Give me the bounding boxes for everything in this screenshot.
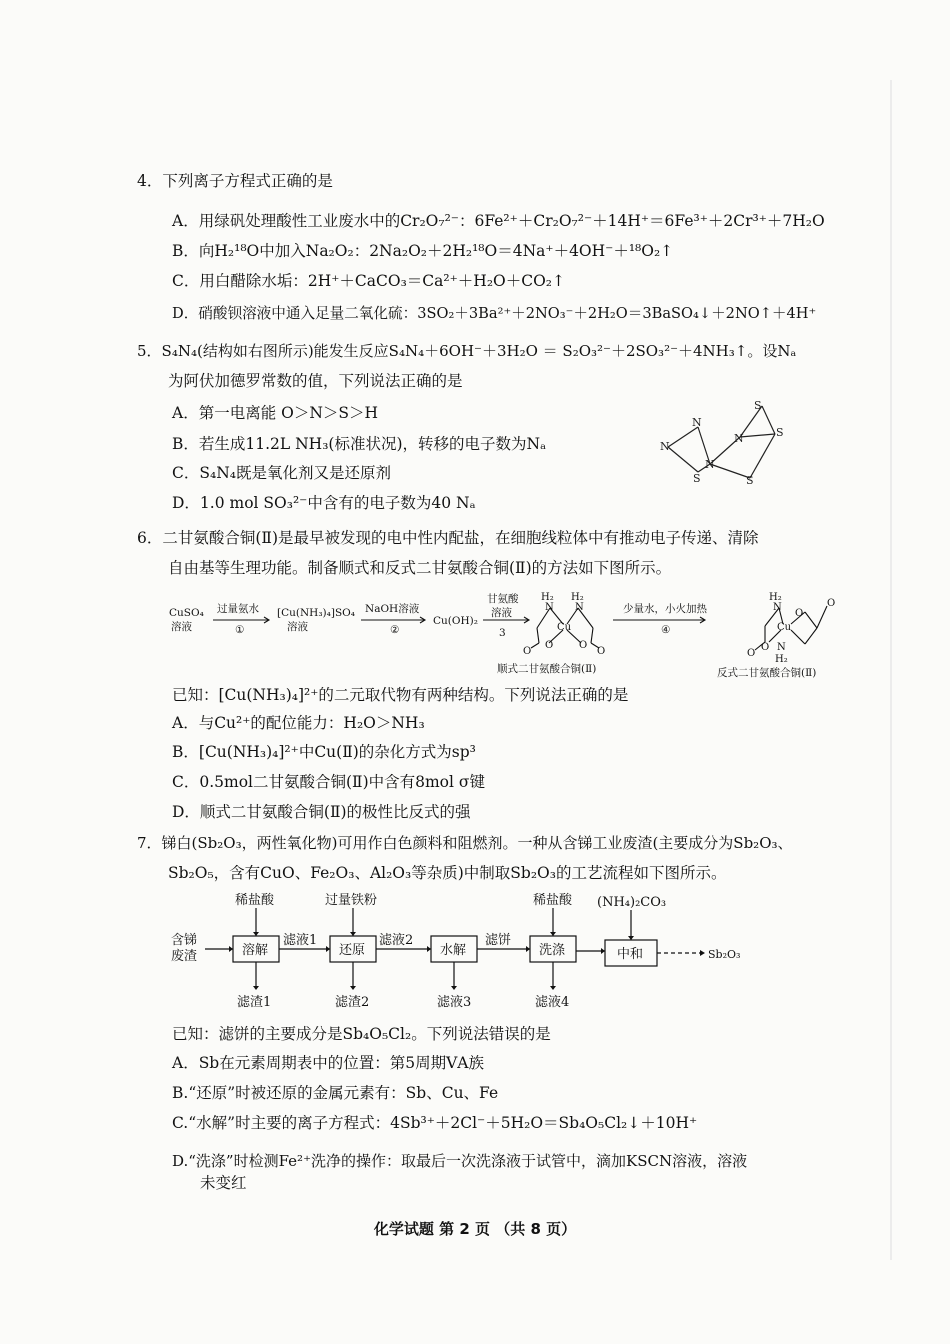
flow-box2-label: 还原 — [339, 943, 366, 958]
scheme-start-1: CuSO₄ — [169, 607, 204, 619]
flow-reagent-4: (NH₄)₂CO₃ — [597, 895, 667, 910]
q7-option-c: C.“水解”时主要的离子方程式：4Sb³⁺＋2Cl⁻＋5H₂O＝Sb₄O₅Cl₂↓＋10H⁺ — [172, 1114, 698, 1132]
q6-option-a: A．与Cu²⁺的配位能力：H₂O＞NH₃ — [172, 714, 425, 732]
q5-option-c: C．S₄N₄既是氧化剂又是还原剂 — [172, 464, 391, 482]
struct-atom-8: N — [660, 440, 670, 453]
q6-known: 已知：[Cu(NH₃)₄]²⁺的二元取代物有两种结构。下列说法正确的是 — [172, 686, 629, 704]
q5-option-b: B．若生成11.2L NH₃(标准状况)，转移的电子数为Nₐ — [172, 435, 547, 453]
cis-h2-1: H₂ — [541, 592, 554, 603]
q7-process-flow — [165, 888, 765, 1018]
q4-option-a: A．用绿矾处理酸性工业废水中的Cr₂O₇²⁻：6Fe²⁺＋Cr₂O₇²⁻＋14H⁺＝6Fe³⁺＋2Cr³⁺＋7H₂O — [172, 212, 825, 230]
trans-o-3: O — [761, 642, 770, 653]
struct-atom-1: S — [754, 399, 762, 412]
q6-option-d: D．顺式二甘氨酸合铜(Ⅱ)的极性比反式的强 — [172, 803, 471, 821]
trans-h2-1: H₂ — [769, 592, 782, 603]
flow-reagent-2: 过量铁粉 — [325, 893, 378, 908]
cis-n-1: N — [545, 602, 554, 613]
trans-n-2: N — [777, 642, 786, 653]
page-edge-shadow — [890, 80, 892, 1260]
scheme-int2: Cu(OH)₂ — [433, 615, 478, 627]
q7-option-b: B.“还原”时被还原的金属元素有：Sb、Cu、Fe — [172, 1084, 499, 1102]
trans-h2-2: H₂ — [775, 654, 788, 665]
scheme-cis-label: 顺式二甘氨酸合铜(Ⅱ) — [497, 663, 597, 675]
trans-o-4: O — [747, 648, 756, 659]
scheme-trans-label: 反式二甘氨酸合铜(Ⅱ) — [717, 667, 817, 679]
flow-box1-label: 溶解 — [242, 943, 269, 958]
q5-option-a: A．第一电离能 O＞N＞S＞H — [172, 404, 379, 422]
trans-o-2: O — [827, 598, 836, 609]
q4-option-d: D．硝酸钡溶液中通入足量二氧化硫：3SO₂＋3Ba²⁺＋2NO₃⁻＋2H₂O＝3BaSO₄↓＋2NO↑＋4H⁺ — [172, 305, 817, 322]
scheme-step1-top: 过量氨水 — [217, 603, 259, 615]
q6-option-b: B．[Cu(NH₃)₄]²⁺中Cu(Ⅱ)的杂化方式为sp³ — [172, 743, 476, 761]
q7-option-a: A．Sb在元素周期表中的位置：第5周期ⅤA族 — [172, 1054, 484, 1072]
scheme-int1-sub: 溶液 — [287, 621, 308, 633]
scheme-start-2: 溶液 — [171, 621, 192, 633]
struct-atom-6: N — [692, 416, 702, 429]
flow-link-1: 滤液1 — [283, 933, 318, 948]
q4-option-b: B．向H₂¹⁸O中加入Na₂O₂：2Na₂O₂＋2H₂¹⁸O＝4Na⁺＋4OH⁻＋¹⁸O₂↑ — [172, 242, 674, 260]
cis-cu: Cu — [557, 622, 572, 633]
q5-stem-line2: 为阿伏加德罗常数的值，下列说法正确的是 — [168, 372, 463, 390]
scheme-step2-bottom: ② — [390, 624, 400, 636]
q6-reaction-scheme — [165, 588, 850, 688]
q7-known: 已知：滤饼的主要成分是Sb₄O₅Cl₂。下列说法错误的是 — [172, 1025, 551, 1043]
cis-n-2: N — [575, 602, 584, 613]
q5-option-d: D．1.0 mol SO₃²⁻中含有的电子数为40 Nₐ — [172, 494, 476, 512]
flow-feed-2: 废渣 — [171, 949, 198, 964]
q7-stem-line2: Sb₂O₅，含有CuO、Fe₂O₃、Al₂O₃等杂质)中制取Sb₂O₃的工艺流程如下图所示。 — [168, 864, 727, 882]
q6-option-c: C．0.5mol二甘氨酸合铜(Ⅱ)中含有8mol σ键 — [172, 773, 485, 791]
cis-o-2: O — [579, 640, 588, 651]
q5-stem-line1: 5．S₄N₄(结构如右图所示)能发生反应S₄N₄＋6OH⁻＋3H₂O ＝ S₂O₃²⁻＋2SO₃²⁻＋4NH₃↑。设Nₐ — [137, 342, 797, 360]
scheme-step4-top: 少量水，小火加热 — [623, 603, 707, 615]
q4-option-c: C．用白醋除水垢：2H⁺＋CaCO₃＝Ca²⁺＋H₂O＋CO₂↑ — [172, 272, 566, 290]
page-footer: 化学试题 第 2 页 （共 8 页） — [373, 1220, 577, 1238]
flow-out-1: 滤渣1 — [237, 995, 272, 1010]
flow-out-2: 滤渣2 — [335, 995, 370, 1010]
trans-o-1: O — [795, 608, 804, 619]
cis-o-4: O — [597, 646, 606, 657]
flow-link-3: 滤饼 — [485, 933, 512, 948]
scheme-step3-top1: 甘氨酸 — [487, 593, 519, 605]
s4n4-structure — [650, 392, 800, 492]
trans-n-1: N — [773, 602, 782, 613]
flow-reagent-3: 稀盐酸 — [533, 893, 573, 908]
q7-stem-line1: 7．锑白(Sb₂O₃，两性氧化物)可用作白色颜料和阻燃剂。一种从含锑工业废渣(主要成分为Sb₂O₃、 — [137, 834, 793, 852]
trans-cu: Cu — [777, 622, 792, 633]
struct-atom-3: S — [776, 426, 784, 439]
struct-atom-4: N — [705, 458, 715, 471]
flow-box4-label: 洗涤 — [539, 943, 566, 958]
scheme-step3-bottom: 3 — [499, 627, 506, 639]
flow-box3-label: 水解 — [440, 943, 467, 958]
flow-product: Sb₂O₃ — [708, 948, 741, 961]
flow-out-3: 滤液3 — [437, 995, 472, 1010]
q4-stem: 4．下列离子方程式正确的是 — [137, 172, 333, 190]
flow-reagent-1: 稀盐酸 — [235, 893, 275, 908]
cis-h2-2: H₂ — [571, 592, 584, 603]
scheme-step3-top2: 溶液 — [491, 607, 512, 619]
q7-option-d-line1: D.“洗涤”时检测Fe²⁺洗净的操作：取最后一次洗涤液于试管中，滴加KSCN溶液，溶液 — [172, 1152, 748, 1170]
scheme-step4-bottom: ④ — [661, 624, 671, 636]
struct-atom-2: N — [734, 432, 744, 445]
scheme-step2-top: NaOH溶液 — [365, 603, 420, 615]
q7-option-d-line2: 未变红 — [200, 1174, 247, 1192]
flow-feed-1: 含锑 — [171, 933, 198, 948]
scheme-step1-bottom: ① — [235, 624, 245, 636]
flow-link-2: 滤液2 — [379, 933, 414, 948]
flow-out-4: 滤液4 — [535, 995, 570, 1010]
scheme-int1: [Cu(NH₃)₄]SO₄ — [277, 607, 355, 619]
q6-stem-line1: 6．二甘氨酸合铜(Ⅱ)是最早被发现的电中性内配盐，在细胞线粒体中有推动电子传递、清除 — [137, 529, 759, 547]
struct-atom-5: S — [746, 474, 754, 487]
cis-o-3: O — [523, 646, 532, 657]
struct-atom-7: S — [693, 472, 701, 485]
cis-o-1: O — [545, 640, 554, 651]
q6-stem-line2: 自由基等生理功能。制备顺式和反式二甘氨酸合铜(Ⅱ)的方法如下图所示。 — [168, 559, 672, 577]
flow-box5-label: 中和 — [617, 947, 644, 962]
